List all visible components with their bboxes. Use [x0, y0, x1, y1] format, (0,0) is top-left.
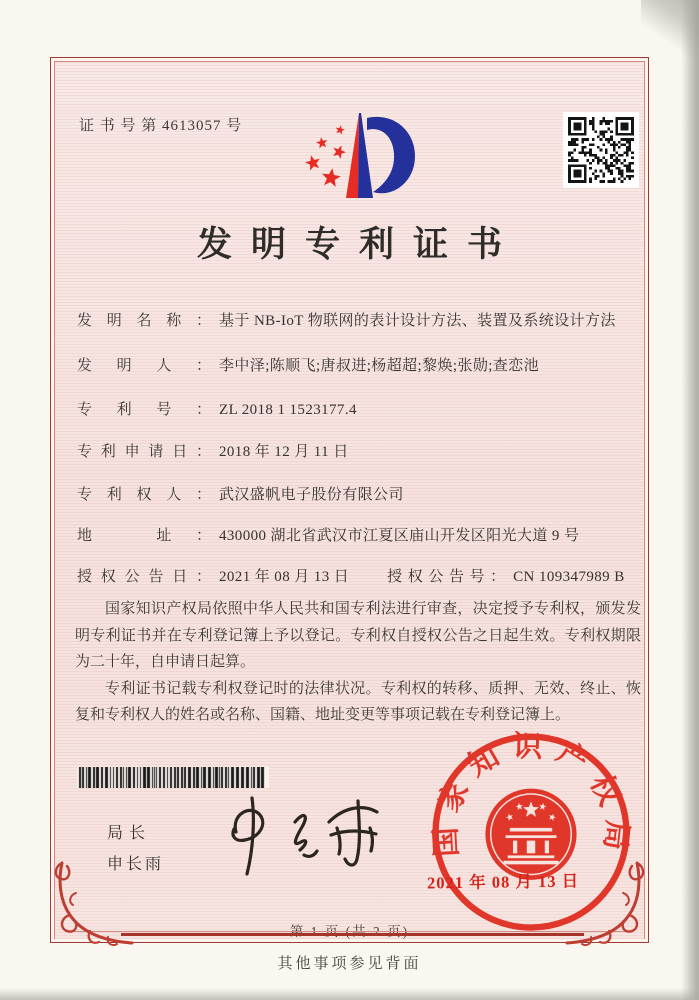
logo-star-icon	[315, 136, 328, 149]
scan-edge-bottom	[0, 988, 699, 1000]
seal-national-emblem	[485, 789, 576, 880]
field-row-invention-name	[77, 309, 639, 330]
field-value: 武汉盛帆电子股份有限公司	[219, 487, 404, 503]
field-value: 2018 年 12 月 11 日	[219, 444, 349, 460]
field-label: 专利申请日：	[77, 444, 211, 460]
field-value: 基于 NB-IoT 物联网的表计设计方法、装置及系统设计方法	[219, 313, 616, 329]
legal-paragraph: 专利证书记载专利权登记时的法律状况。专利权的转移、质押、无效、终止、恢复和专利权人的姓名或名称、国籍、地址变更等事项记载在专利登记簿上。	[75, 680, 641, 723]
back-note: 其他事项参见背面	[277, 956, 422, 972]
legal-text	[75, 596, 641, 729]
field-value: 430000 湖北省武汉市江夏区庙山开发区阳光大道 9 号	[219, 528, 580, 544]
cnipa-logo	[287, 106, 437, 210]
grant-date-label: 授权公告日：	[77, 569, 211, 585]
legal-paragraph: 国家知识产权局依照中华人民共和国专利法进行审查，决定授予专利权，颁发发明专利证书并在专利登记簿上予以登记。专利权自授权公告之日起生效。专利权期限为二十年，自申请日起算。	[75, 601, 641, 670]
grant-number-value: CN 109347989 B	[513, 569, 625, 585]
grant-date-value: 2021 年 08 月 13 日	[219, 569, 350, 585]
qr-code	[563, 112, 639, 188]
field-value: ZL 2018 1 1523177.4	[219, 402, 357, 418]
field-row-inventors	[77, 354, 639, 375]
logo-star-icon	[331, 143, 348, 160]
field-row-patent-number	[77, 398, 639, 419]
field-row-grant	[77, 565, 639, 586]
field-row-patentee	[77, 483, 639, 504]
field-label: 发明名称：	[77, 313, 211, 329]
field-value: 李中泽;陈顺飞;唐叔进;杨超超;黎焕;张勋;查恋池	[219, 358, 540, 374]
seal-text: 国家知识产权局	[429, 731, 633, 864]
grant-number-label: 授权公告号：	[387, 569, 506, 585]
certificate-inner-area	[54, 61, 645, 939]
field-label: 专利号：	[77, 402, 211, 418]
certificate-title: 发明专利证书	[196, 225, 521, 264]
official-seal	[425, 724, 637, 936]
director-signature	[207, 792, 392, 884]
logo-star-icon	[334, 124, 345, 135]
field-row-address	[77, 524, 639, 545]
logo-p-curve	[367, 117, 415, 193]
field-label: 地 址：	[77, 528, 211, 544]
field-label: 发明人：	[77, 358, 211, 374]
logo-wedge-red	[346, 113, 359, 198]
director-name: 申长雨	[107, 856, 165, 873]
logo-star-icon	[304, 153, 322, 171]
field-label: 专利权人：	[77, 487, 211, 503]
certificate-number: 证 书 号 第 4613057 号	[79, 118, 243, 134]
director-title: 局长	[107, 825, 152, 842]
scan-edge-right	[681, 0, 699, 1000]
seal-date: 2021 年 08 月 13 日	[426, 871, 580, 893]
certificate-frame	[50, 57, 649, 943]
barcode	[77, 767, 269, 788]
corner-flourish-icon	[46, 851, 138, 949]
field-row-filing-date	[77, 440, 639, 461]
logo-star-icon	[320, 167, 341, 188]
